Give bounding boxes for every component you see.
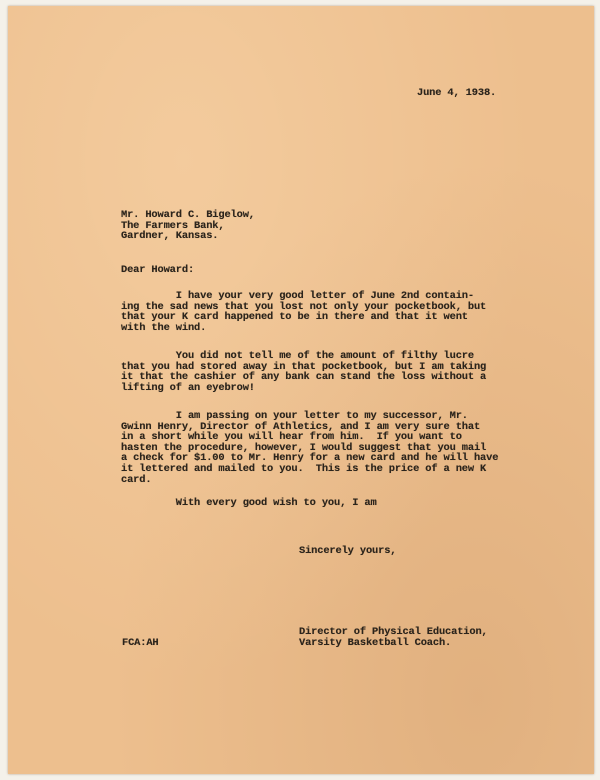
text-line: it that the cashier of any bank can stand the loss without a	[121, 371, 487, 384]
recipient-address	[121, 210, 255, 242]
text-line: hasten the procedure, however, I would suggest that you mail	[121, 441, 487, 454]
text-line: that your K card happened to be in there and that it went	[121, 311, 468, 324]
paragraph-good-wish	[121, 498, 377, 509]
paragraph-successor	[121, 411, 498, 485]
text-line: ing the sad news that you lost not only your pocketbook, but	[121, 300, 487, 313]
signer-title: Varsity Basketball Coach.	[299, 636, 452, 649]
text-line: in a short while you will hear from him. If you want to	[121, 431, 462, 444]
paragraph-lost-pocketbook	[121, 291, 486, 333]
text-line: With every good wish to you, I am	[121, 497, 377, 509]
complimentary-closing: Sincerely yours,	[299, 545, 397, 557]
signature-block	[299, 627, 488, 648]
text-line: lifting of an eyebrow!	[121, 381, 255, 394]
text-line: Gwinn Henry, Director of Athletics, and I am very sure that	[121, 420, 481, 433]
text-line: that you had stored away in that pocketbook, but I am taking	[121, 360, 487, 373]
text-line: it lettered and mailed to you. This is the price of a new K	[121, 462, 487, 475]
text-line: a check for $1.00 to Mr. Henry for a new card and he will have	[121, 452, 499, 465]
recipient-company: The Farmers Bank,	[121, 219, 225, 232]
salutation: Dear Howard:	[121, 264, 195, 276]
text-line: I am passing on your letter to my successor, Mr.	[121, 410, 468, 422]
text-line: card.	[121, 473, 152, 486]
text-line: I have your very good letter of June 2nd contain-	[121, 290, 474, 302]
text-line: You did not tell me of the amount of filthy lucre	[121, 350, 474, 362]
letter-date: June 4, 1938.	[417, 87, 497, 99]
paragraph-filthy-lucre	[121, 351, 486, 393]
typist-initials: FCA:AH	[122, 637, 159, 649]
signer-title: Director of Physical Education,	[299, 626, 488, 638]
recipient-name: Mr. Howard C. Bigelow,	[121, 209, 255, 221]
letter-paper	[8, 6, 594, 774]
recipient-city: Gardner, Kansas.	[121, 230, 219, 243]
text-line: with the wind.	[121, 321, 207, 334]
